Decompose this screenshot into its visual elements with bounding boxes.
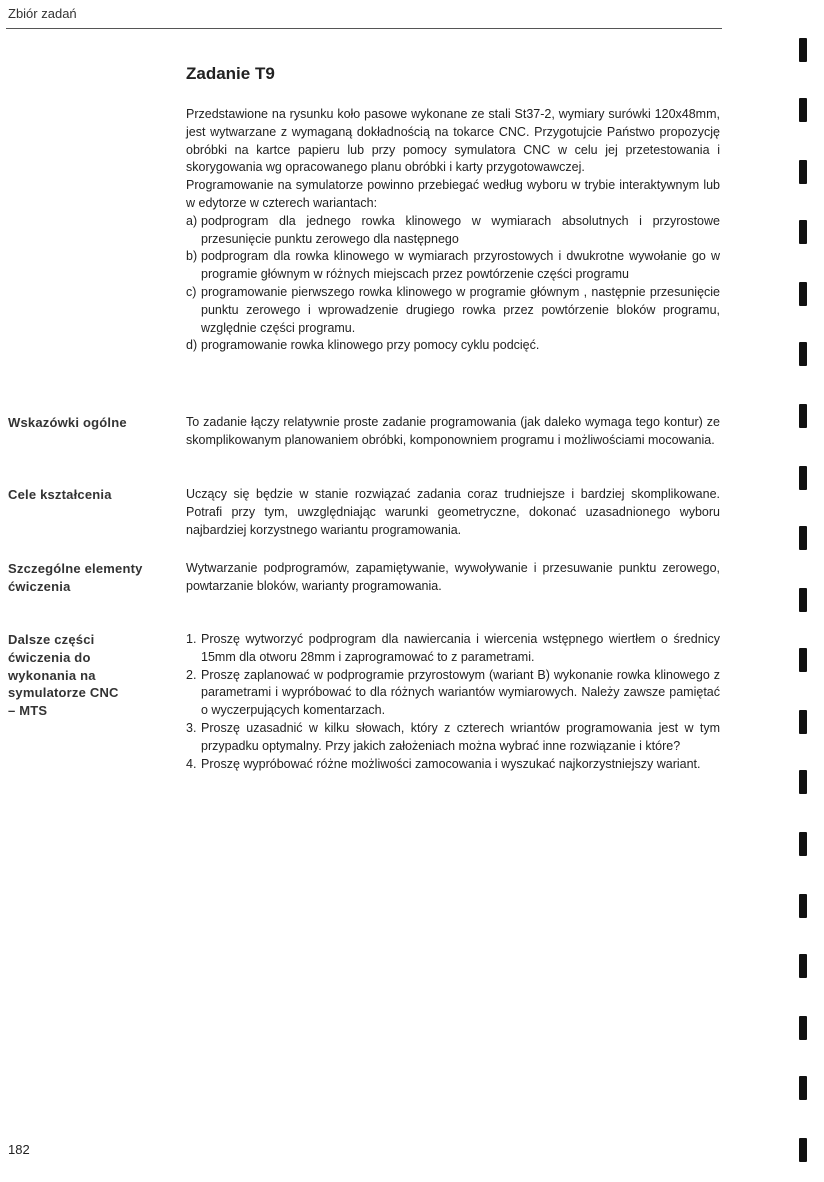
list-marker: d) — [186, 338, 198, 353]
list-text: Proszę zaplanować w podprogramie przyrostowym (wariant B) wykonanie rowka klinowego z parametrami i wypróbować to dla różnych wariantów wymiarowych. Należy zawsze pamiętać o wyczerpujących komentarzach. — [201, 667, 720, 718]
list-item — [186, 631, 720, 667]
task-intro: Przedstawione na rysunku koło pasowe wykonane ze stali St37-2, wymiary surówki 120x48mm, jest wytwarzane z wymaganą dokładnością na tokarce CNC. Przygotujcie Państwo propozycję obróbki na kartce papieru lub przy pomocy symulatora CNC w celu jej przetestowania i skorygowania wg opracowanego planu obróbki i karty przygotowawczej. — [186, 107, 720, 175]
list-item — [186, 248, 720, 284]
thumb-index-mark — [799, 1076, 807, 1100]
list-text: Proszę wypróbować różne możliwości zamocowania i wyszukać najkorzystniejszy wariant. — [201, 756, 701, 771]
list-marker: a) — [186, 213, 198, 228]
thumb-index-mark — [799, 1138, 807, 1162]
thumb-index-mark — [799, 954, 807, 978]
thumb-index-mark — [799, 648, 807, 672]
thumb-index-mark — [799, 710, 807, 734]
goals-label: Cele kształcenia — [8, 487, 112, 502]
list-item — [186, 284, 720, 337]
list-marker: 2. — [186, 667, 197, 682]
list-marker: 4. — [186, 756, 197, 771]
thumb-index-mark — [799, 38, 807, 62]
list-item — [186, 720, 720, 756]
thumb-index-mark — [799, 98, 807, 122]
thumb-index-mark — [799, 160, 807, 184]
thumb-index-mark — [799, 588, 807, 612]
list-text: Proszę uzasadnić w kilku słowach, który z czterech wriantów programowania jest w tym przypadku optymalny. Przy jakich założeniach można wybrać inne rozwiązanie i które? — [201, 720, 720, 753]
guidelines-text: To zadanie łączy relatywnie proste zadanie programowania (jak daleko wymaga tego kontur) ze skomplikowanym planowaniem obróbki, komponowniem programu i możliwościami mocowania. — [186, 415, 720, 447]
thumb-index-mark — [799, 466, 807, 490]
page-number: 182 — [8, 1142, 30, 1157]
list-item — [186, 213, 720, 249]
guidelines-label: Wskazówki ogólne — [8, 415, 127, 430]
header-title: Zbiór zadań — [8, 6, 77, 21]
thumb-index-mark — [799, 1016, 807, 1040]
thumb-index-mark — [799, 832, 807, 856]
thumb-index-mark — [799, 282, 807, 306]
goals-text: Uczący się będzie w stanie rozwiązać zadania coraz trudniejsze i bardziej skomplikowane. Potrafi przy tym, uwzględniając warunki geometryczne, dokonać uzasadnionego wyboru najbardziej korzystnego wariantu programowania. — [186, 487, 720, 537]
task-description — [186, 106, 720, 355]
thumb-index-mark — [799, 770, 807, 794]
list-text: podprogram dla jednego rowka klinowego w wymiarach absolutnych i przyrostowe przesunięcie punktu zerowego dla następnego — [201, 213, 720, 246]
elements-text: Wytwarzanie podprogramów, zapamiętywanie, wywoływanie i przesuwanie punktu zerowego, powtarzanie bloków, warianty programowania. — [186, 561, 720, 593]
list-marker: b) — [186, 249, 198, 264]
list-item — [186, 756, 720, 774]
task-title: Zadanie T9 — [186, 64, 275, 83]
list-marker: c) — [186, 284, 197, 299]
thumb-index-mark — [799, 526, 807, 550]
task-programming: Programowanie na symulatorze powinno przebiegać według wyboru w trybie interaktywnym lub w edytorze w czterech wariantach: — [186, 178, 720, 210]
list-text: programowanie rowka klinowego przy pomocy cyklu podcięć. — [201, 338, 540, 353]
list-marker: 3. — [186, 720, 197, 735]
header-rule — [6, 28, 722, 29]
thumb-index-mark — [799, 220, 807, 244]
list-marker: 1. — [186, 632, 197, 646]
further-label: Dalsze części ćwiczenia do wykonania na symulatorze CNC – MTS — [8, 632, 119, 719]
thumb-index-mark — [799, 894, 807, 918]
list-text: programowanie pierwszego rowka klinowego w programie głównym , następnie przesunięcie punktu zerowego i wprowadzenie drugiego rowka przez powtórzenie bloków programu, względnie części programu. — [201, 284, 720, 335]
list-item — [186, 337, 720, 355]
thumb-index-mark — [799, 404, 807, 428]
elements-label: Szczególne elementy ćwiczenia — [8, 561, 143, 594]
list-text: podprogram dla rowka klinowego w wymiarach przyrostowych i dwukrotne wywołanie go w programie głównym w różnych miejscach przez powtórzenie części programu — [201, 249, 720, 282]
list-item — [186, 667, 720, 720]
thumb-index-mark — [799, 342, 807, 366]
further-list — [186, 631, 720, 773]
list-text: Proszę wytworzyć podprogram dla nawiercania i wiercenia wstępnego wiertłem o średnicy 15mm dla otworu 28mm i zaprogramować to z parametrami. — [201, 632, 720, 664]
